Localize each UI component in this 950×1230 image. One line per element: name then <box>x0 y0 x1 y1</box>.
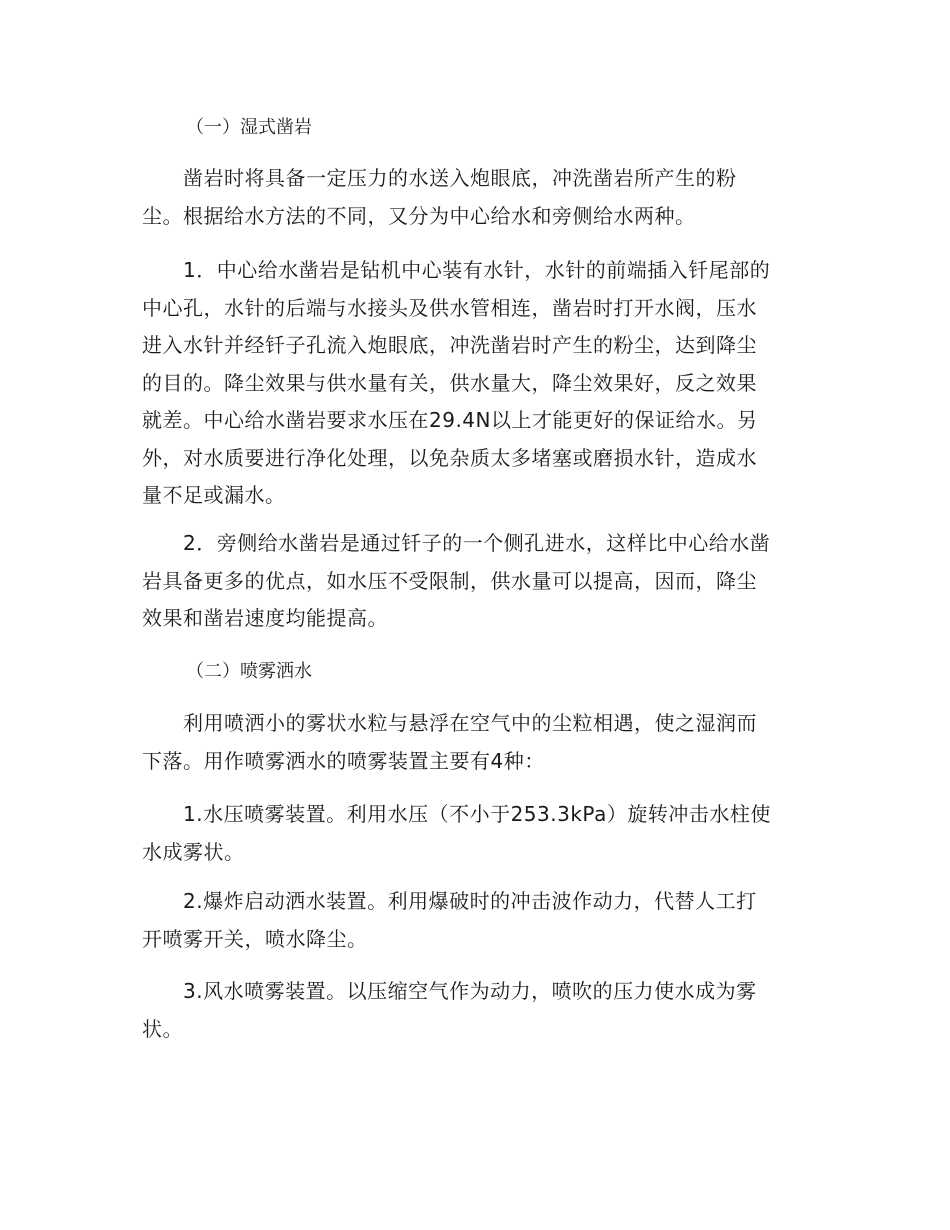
paragraph-wet-drilling-intro: 凿岩时将具备一定压力的水送入炮眼底，冲洗凿岩所产生的粉 尘。根据给水方法的不同，又分为中心给水和旁侧给水两种。 <box>142 166 737 228</box>
paragraph-blast-activated-spray: 2.爆炸启动洒水装置。利用爆破时的冲击波作动力，代替人工打 开喷雾开关，喷水降尘。 <box>142 889 757 951</box>
section-heading-spray: （二）喷雾洒水 <box>186 661 312 682</box>
paragraph-air-water-spray: 3.风水喷雾装置。以压缩空气作为动力，喷吹的压力使水成为雾 状。 <box>142 979 757 1041</box>
paragraph-center-water-drilling: 1．中心给水凿岩是钻机中心装有水针，水针的前端插入钎尾部的 中心孔，水针的后端与水接头及供水管相连，凿岩时打开水阀，压水 进入水针并经钎子孔流入炮眼底，冲洗凿岩时产生的粉尘，达到降尘 的目的。降尘效果与供水量有关，供水量大，降尘效果好，反之效果 就差。中心给水凿岩要求水压在29.4N以上才能更好的保证给水。另 外，对水质要进行净化处理，以免杂质太多堵塞或磨损水针，造成水 量不足或漏水。 <box>142 258 771 507</box>
paragraph-spray-intro: 利用喷洒小的雾状水粒与悬浮在空气中的尘粒相遇，使之湿润而 下落。用作喷雾洒水的喷雾装置主要有4种： <box>142 711 757 773</box>
paragraph-water-pressure-spray: 1.水压喷雾装置。利用水压（不小于253.3kPa）旋转冲击水柱使 水成雾状。 <box>142 802 771 864</box>
section-heading-wet-drilling: （一）湿式凿岩 <box>186 117 312 138</box>
paragraph-side-water-drilling: 2．旁侧给水凿岩是通过钎子的一个侧孔进水，这样比中心给水凿 岩具备更多的优点，如水压不受限制，供水量可以提高，因而，降尘 效果和凿岩速度均能提高。 <box>142 531 771 630</box>
